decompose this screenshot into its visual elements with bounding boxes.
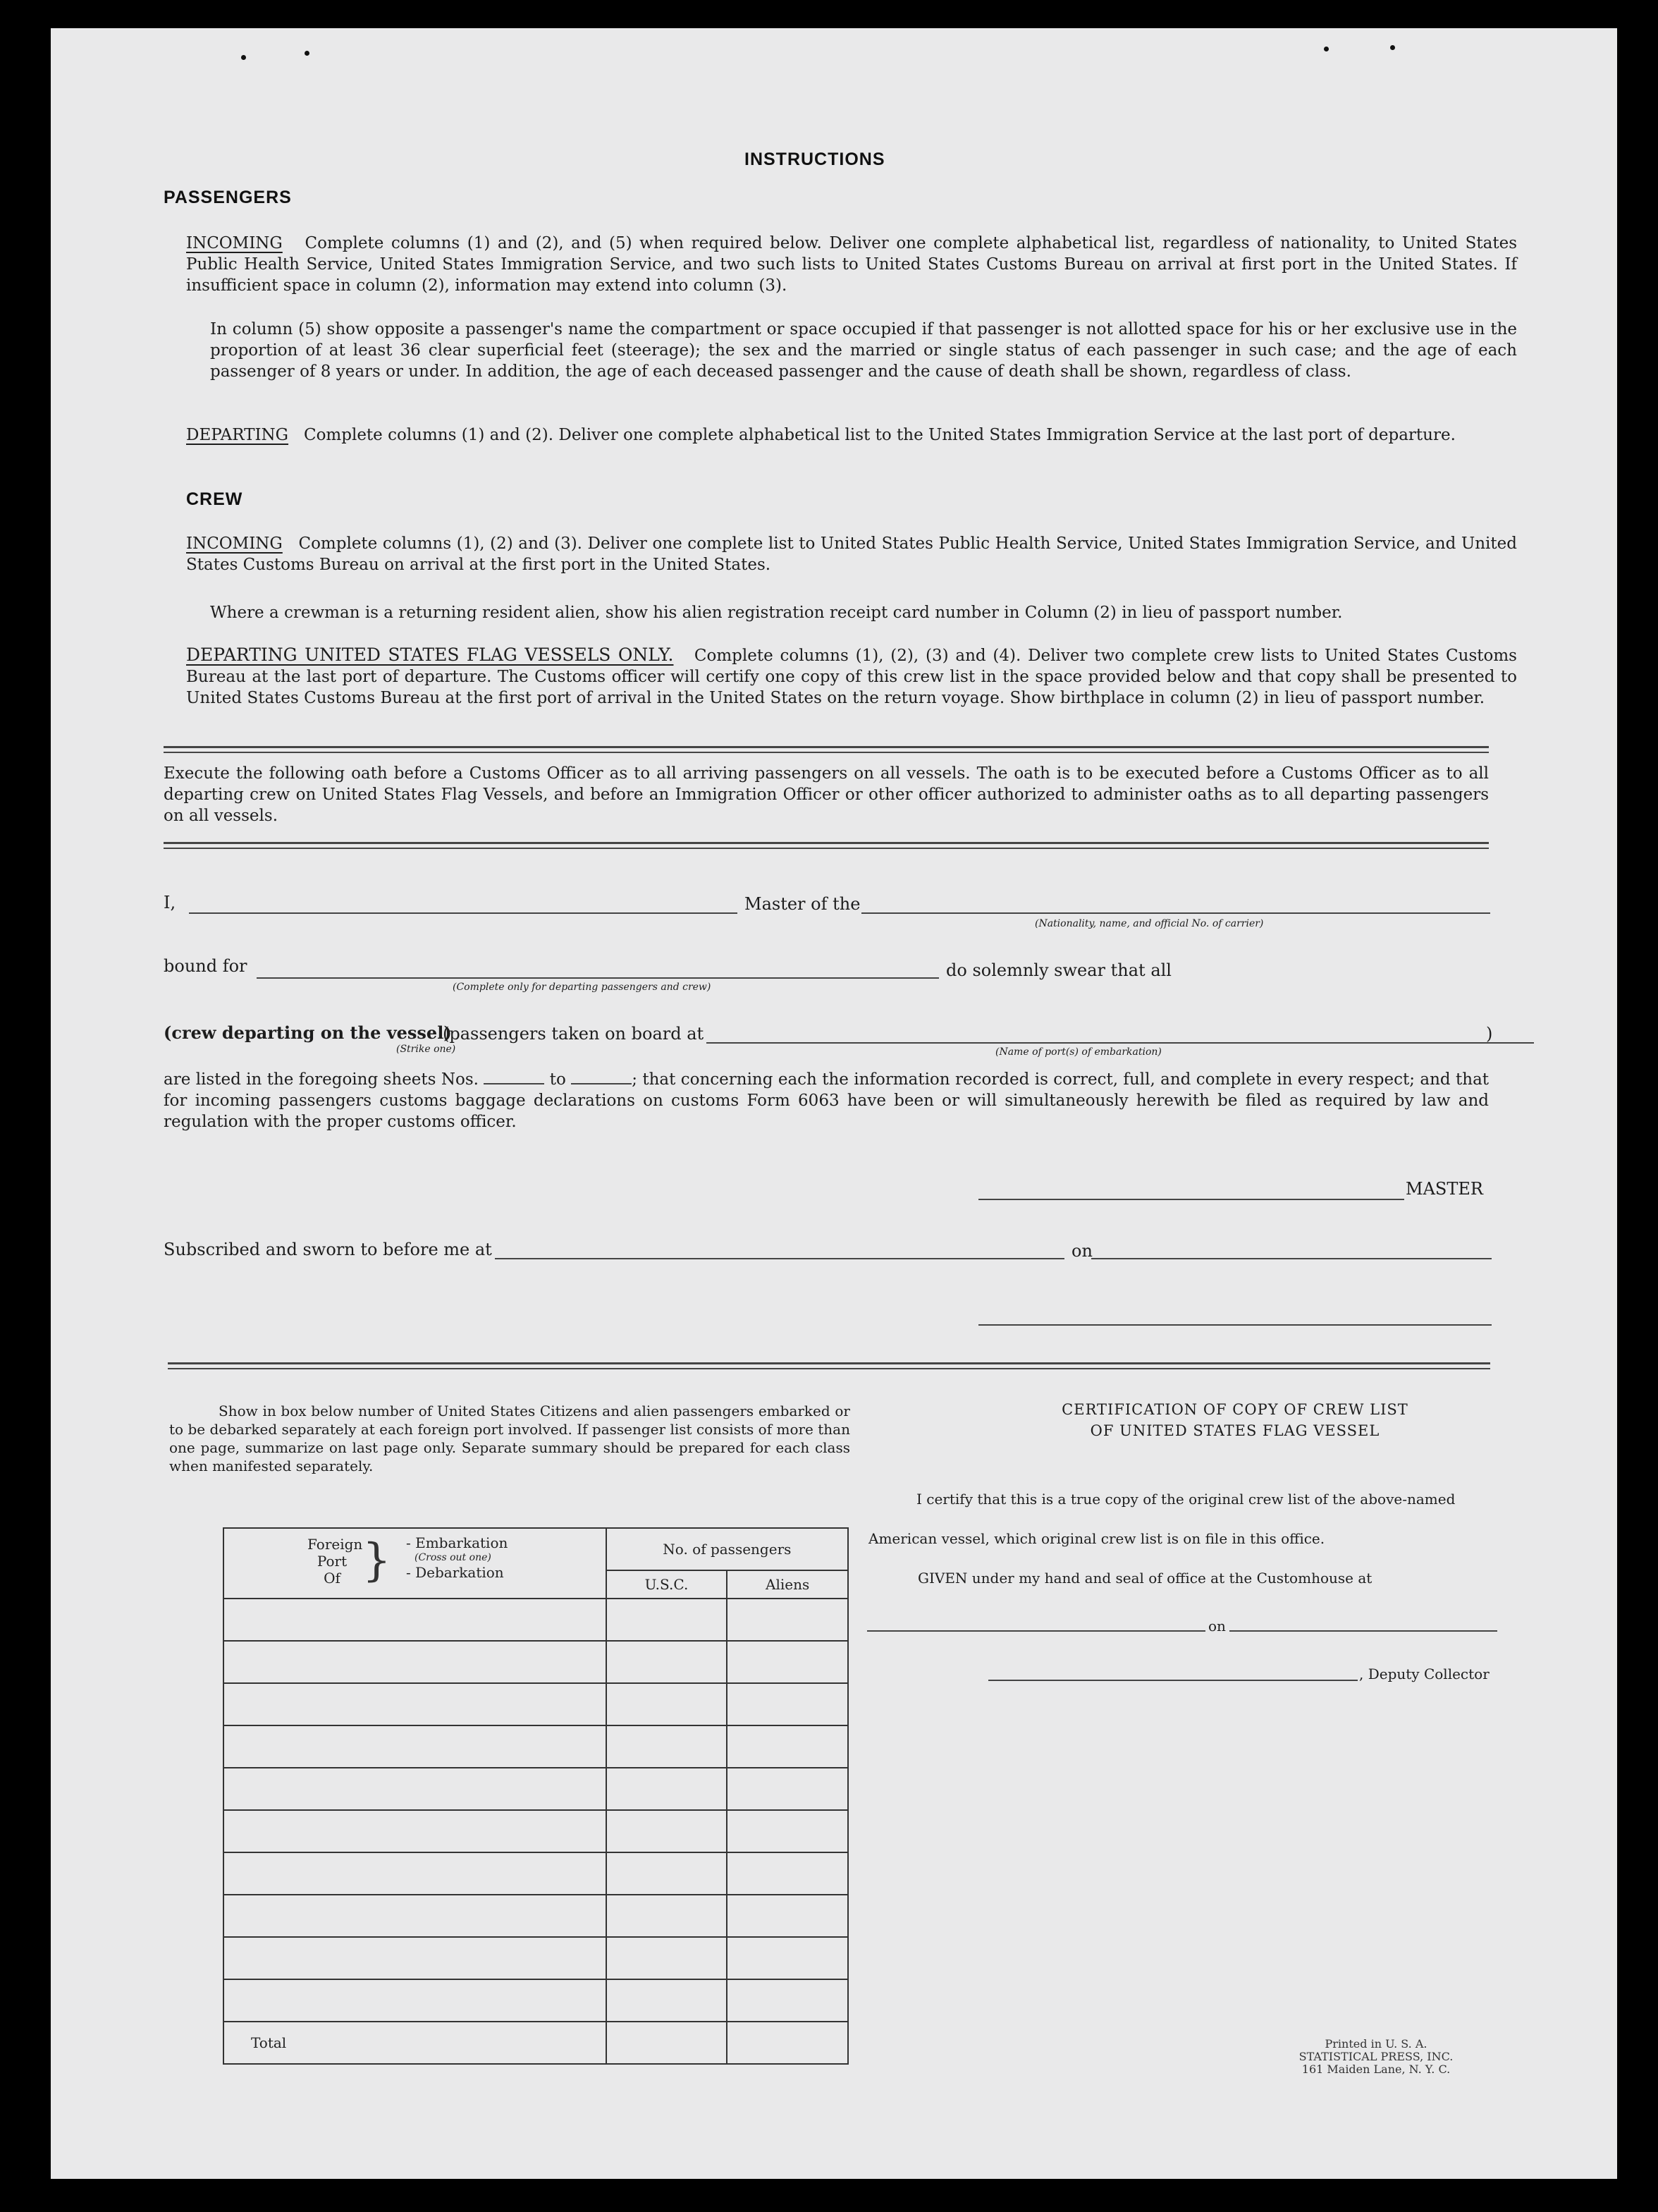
- crew-incoming-paragraph: [186, 533, 1517, 575]
- divider: [164, 746, 1489, 748]
- master-signature-field[interactable]: [978, 1199, 1404, 1200]
- port-field[interactable]: [706, 1042, 1534, 1044]
- american-text: American vessel, which original crew list is on file in this office.: [868, 1530, 1325, 1547]
- master-of-the-label: Master of the: [744, 894, 861, 914]
- passengers-departing-label: DEPARTING: [186, 426, 289, 444]
- divider: [168, 1362, 1490, 1364]
- speck: [1324, 47, 1329, 51]
- aliens-cell[interactable]: [727, 1895, 848, 1937]
- subscribed-label: Subscribed and sworn to before me at: [164, 1240, 492, 1259]
- port-cell[interactable]: [223, 1979, 606, 2022]
- listed-paragraph: [164, 1069, 1489, 1132]
- sworn-date-field[interactable]: [1091, 1258, 1492, 1259]
- listed-to: to: [549, 1070, 566, 1089]
- sworn-on-label: on: [1071, 1241, 1093, 1261]
- nationality-caption: (Nationality, name, and official No. of carrier): [1035, 918, 1264, 929]
- cert-on-label: on: [1208, 1618, 1226, 1634]
- of-label: Of: [324, 1570, 340, 1587]
- aliens-header: Aliens: [727, 1570, 848, 1599]
- customhouse-field[interactable]: [867, 1630, 1205, 1632]
- port-label: Port: [317, 1553, 348, 1570]
- port-cell[interactable]: [223, 1599, 606, 1641]
- deputy-collector-label: , Deputy Collector: [1359, 1666, 1490, 1682]
- usc-cell[interactable]: [606, 1725, 727, 1768]
- cross-out-caption: (Cross out one): [414, 1552, 491, 1563]
- printer-line1: Printed in U. S. A.: [1325, 2037, 1427, 2051]
- aliens-cell[interactable]: [727, 1937, 848, 1979]
- form-page: [51, 28, 1617, 2179]
- officer-signature-field[interactable]: [978, 1324, 1492, 1326]
- deputy-signature-field[interactable]: [988, 1680, 1358, 1681]
- aliens-total-cell[interactable]: [727, 2022, 848, 2064]
- crew-departing-paragraph: [186, 644, 1517, 709]
- no-of-passengers-header: No. of passengers: [606, 1528, 848, 1570]
- speck: [305, 51, 309, 56]
- divider: [164, 848, 1489, 849]
- passengers-incoming-text: Complete columns (1) and (2), and (5) when required below. Deliver one complete alphabetical list, regardless of nationality, to United States Public Health Service, United States Immigration Service, and two such lists to United States Customs Bureau on arrival at first port in the United States. If insufficient space in column (2), information may extend into column (3).: [186, 234, 1518, 295]
- strike-one-caption: (Strike one): [396, 1044, 456, 1055]
- port-cell[interactable]: [223, 1725, 606, 1768]
- cert-date-field[interactable]: [1229, 1630, 1497, 1632]
- crew-heading: CREW: [186, 489, 243, 509]
- debarkation-option[interactable]: - Debarkation: [406, 1564, 504, 1581]
- foreign-label: Foreign: [307, 1536, 363, 1553]
- port-cell[interactable]: [223, 1937, 606, 1979]
- passengers-column5-paragraph: In column (5) show opposite a passenger's name the compartment or space occupied if that passenger is not allotted space for his or her exclusive use in the proportion of at least 36 clear superficial feet (steerage); the sex and the married or single status of each passenger in such case; and the age of each passenger of 8 years or under. In addition, the age of each deceased passenger and the cause of death shall be shown, regardless of class.: [210, 320, 1517, 381]
- crew-departing-label: DEPARTING UNITED STATES FLAG VESSELS ONLY.: [186, 644, 674, 665]
- aliens-cell[interactable]: [727, 1979, 848, 2022]
- sworn-place-field[interactable]: [495, 1258, 1064, 1259]
- port-cell[interactable]: [223, 1768, 606, 1810]
- usc-cell[interactable]: [606, 1599, 727, 1641]
- embark-options: [406, 1534, 508, 1581]
- sheet-to-field[interactable]: [571, 1083, 632, 1084]
- usc-total-cell[interactable]: [606, 2022, 727, 2064]
- oath-i: I,: [164, 893, 176, 912]
- usc-cell[interactable]: [606, 1979, 727, 2022]
- usc-cell[interactable]: [606, 1810, 727, 1852]
- master-label: MASTER: [1406, 1179, 1483, 1199]
- printer-line3: 161 Maiden Lane, N. Y. C.: [1301, 2063, 1451, 2076]
- passenger-summary-table: [223, 1527, 849, 2065]
- passengers-departing-text: Complete columns (1) and (2). Deliver one complete alphabetical list to the United States Immigration Service at the last port of departure.: [303, 426, 1456, 444]
- printer-imprint: [1277, 2038, 1475, 2076]
- port-cell[interactable]: [223, 1895, 606, 1937]
- usc-cell[interactable]: [606, 1768, 727, 1810]
- aliens-cell[interactable]: [727, 1683, 848, 1725]
- crew-resident-paragraph: Where a crewman is a returning resident alien, show his alien registration receipt card number in Column (2) in lieu of passport number.: [210, 604, 1343, 622]
- passengers-departing-paragraph: [186, 424, 1517, 446]
- listed-post: ; that concerning each the information recorded is correct, full, and complete in every respect; and that for incoming passengers customs baggage declarations on customs Form 6063 have been or will simultaneously herewith be filed as required by law and regulation with the proper customs officer.: [164, 1070, 1490, 1131]
- summary-note: Show in box below number of United States Citizens and alien passengers embarked or to be debarked separately at each foreign port involved. If passenger list consists of more than one page, summarize on last page only. Separate summary should be prepared for each class when manifested separately.: [169, 1403, 850, 1474]
- speck: [1390, 45, 1395, 50]
- given-text: GIVEN under my hand and seal of office at the Customhouse at: [918, 1570, 1373, 1587]
- port-cell[interactable]: [223, 1810, 606, 1852]
- oath-instruction: Execute the following oath before a Customs Officer as to all arriving passengers on all vessels. The oath is to be executed before a Customs Officer as to all departing crew on United States Flag Vessels, and before an Immigration Officer or other officer authorized to administer oaths as to all departing passengers on all vessels.: [164, 764, 1489, 825]
- passengers-incoming-label: INCOMING: [186, 234, 283, 252]
- port-cell[interactable]: [223, 1852, 606, 1895]
- aliens-cell[interactable]: [727, 1599, 848, 1641]
- speck: [241, 55, 246, 60]
- port-cell[interactable]: [223, 1683, 606, 1725]
- port-cell[interactable]: [223, 1641, 606, 1683]
- certification-title-line2: OF UNITED STATES FLAG VESSEL: [1090, 1422, 1380, 1439]
- aliens-cell[interactable]: [727, 1810, 848, 1852]
- crew-incoming-text: Complete columns (1), (2) and (3). Deliver one complete list to United States Public Health Service, United States Immigration Service, and United States Customs Bureau on arrival at the first port in the United States.: [186, 534, 1517, 574]
- brace-icon: }: [362, 1534, 391, 1587]
- passengers-taken-option[interactable]: (passengers taken on board at: [443, 1024, 704, 1044]
- master-name-field[interactable]: [189, 912, 737, 914]
- listed-pre: are listed in the foregoing sheets Nos.: [164, 1070, 479, 1089]
- certification-title: [1024, 1399, 1447, 1441]
- printer-line2: STATISTICAL PRESS, INC.: [1298, 2050, 1454, 2063]
- carrier-field[interactable]: [861, 912, 1490, 914]
- port-caption: (Name of port(s) of embarkation): [995, 1046, 1162, 1058]
- foreign-port-of: [307, 1536, 363, 1587]
- divider: [168, 1368, 1490, 1369]
- port-header-cell: [223, 1528, 606, 1599]
- certify-text: I certify that this is a true copy of the original crew list of the above-named: [916, 1491, 1456, 1508]
- swear-text: do solemnly swear that all: [946, 960, 1172, 980]
- passengers-heading: PASSENGERS: [164, 188, 292, 207]
- usc-cell[interactable]: [606, 1852, 727, 1895]
- sheet-from-field[interactable]: [484, 1083, 544, 1084]
- close-paren: ): [1486, 1024, 1493, 1044]
- certification-title-line1: CERTIFICATION OF COPY OF CREW LIST: [1062, 1401, 1408, 1418]
- divider: [164, 752, 1489, 753]
- usc-cell[interactable]: [606, 1641, 727, 1683]
- usc-header: U.S.C.: [606, 1570, 727, 1599]
- total-label: Total: [223, 2022, 606, 2064]
- usc-cell[interactable]: [606, 1937, 727, 1979]
- aliens-cell[interactable]: [727, 1641, 848, 1683]
- embarkation-option[interactable]: - Embarkation: [406, 1534, 508, 1551]
- usc-cell[interactable]: [606, 1895, 727, 1937]
- bound-caption: (Complete only for departing passengers and crew): [453, 982, 711, 993]
- divider: [164, 842, 1489, 844]
- passengers-incoming-paragraph: [186, 233, 1517, 296]
- aliens-cell[interactable]: [727, 1768, 848, 1810]
- page-title: INSTRUCTIONS: [744, 149, 885, 169]
- aliens-cell[interactable]: [727, 1852, 848, 1895]
- bound-for-field[interactable]: [257, 977, 939, 979]
- bound-for-label: bound for: [164, 956, 247, 976]
- usc-cell[interactable]: [606, 1683, 727, 1725]
- crew-departing-option[interactable]: (crew departing on the vessel): [164, 1022, 452, 1043]
- crew-departing-text: Complete columns (1), (2), (3) and (4). Deliver two complete crew lists to United States Customs Bureau at the last port of departure. The Customs officer will certify one copy of this crew list in the space provided below and that copy shall be presented to United States Customs Bureau at the first port of arrival in the United States on the return voyage. Show birthplace in column (2) in lieu of passport number.: [186, 647, 1517, 707]
- crew-incoming-label: INCOMING: [186, 534, 283, 553]
- aliens-cell[interactable]: [727, 1725, 848, 1768]
